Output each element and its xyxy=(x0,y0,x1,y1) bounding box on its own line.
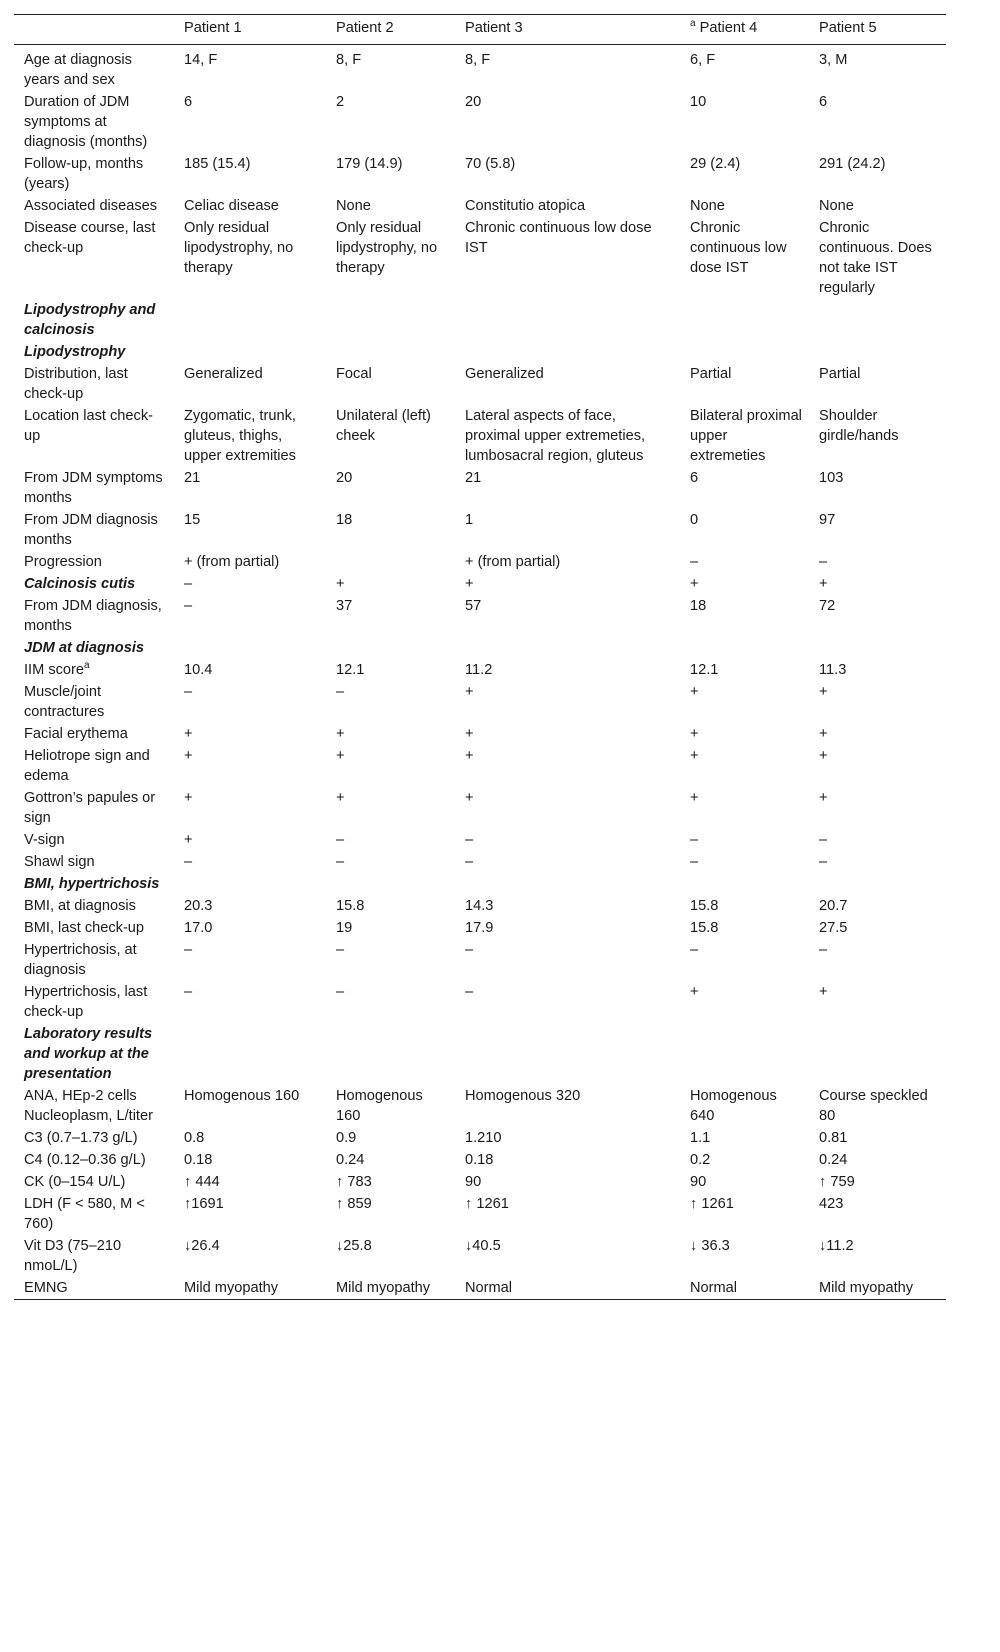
cell-patient-5: 3, M xyxy=(819,52,848,68)
row-label-text: Disease course, last check-up xyxy=(24,220,156,256)
row-label-text: C3 (0.7–1.73 g/L) xyxy=(24,1130,138,1146)
cell-patient-4: 90 xyxy=(690,1174,707,1190)
table-row xyxy=(14,595,946,637)
cell-patient-4: 15.8 xyxy=(690,920,719,936)
row-label xyxy=(14,509,174,551)
cell-patient-4: ↑ 1261 xyxy=(690,1196,734,1212)
empty-cell xyxy=(680,341,809,363)
cell-patient-4: 10 xyxy=(690,94,707,110)
table-row xyxy=(14,851,946,873)
cell-patient-3: 0.18 xyxy=(465,1152,494,1168)
section-row xyxy=(14,873,946,895)
cell-patient-5: 0.81 xyxy=(819,1130,848,1146)
row-label xyxy=(14,917,174,939)
cell-patient-4: 0 xyxy=(690,512,699,528)
cell-patient-1: – xyxy=(184,598,193,614)
row-label-text: EMNG xyxy=(24,1280,68,1296)
cell-patient-4: 6, F xyxy=(690,52,716,68)
cell-patient-4: + xyxy=(690,726,699,742)
cell-patient-5: – xyxy=(819,854,828,870)
cell-patient-5: Shoulder girdle/hands xyxy=(819,408,899,444)
cell-patient-5: 27.5 xyxy=(819,920,848,936)
table-row xyxy=(14,917,946,939)
row-label xyxy=(14,851,174,873)
table-row xyxy=(14,1171,946,1193)
cell-patient-3: – xyxy=(465,832,474,848)
cell-patient-3: 90 xyxy=(465,1174,482,1190)
cell-patient-4: Partial xyxy=(690,366,732,382)
header-patient-5: Patient 5 xyxy=(819,20,877,36)
row-label xyxy=(14,723,174,745)
cell-patient-5: 0.24 xyxy=(819,1152,848,1168)
cell-patient-2: Mild myopathy xyxy=(336,1280,431,1296)
empty-cell xyxy=(455,299,680,341)
cell-patient-3: Generalized xyxy=(465,366,544,382)
cell-patient-4: 18 xyxy=(690,598,707,614)
row-label xyxy=(14,467,174,509)
header-patient-4-label: Patient 4 xyxy=(699,20,758,36)
row-label xyxy=(14,595,174,637)
cell-patient-1: Zygomatic, trunk, gluteus, thighs, upper extremities xyxy=(184,408,296,464)
cell-patient-1: ↑1691 xyxy=(184,1196,224,1212)
cell-patient-3: Lateral aspects of face, proximal upper extremeties, lumbosacral region, gluteus xyxy=(465,408,646,464)
cell-patient-2: 12.1 xyxy=(336,662,365,678)
row-label-text: V-sign xyxy=(24,832,65,848)
header-corner xyxy=(14,15,174,45)
table-row xyxy=(14,45,946,92)
row-label xyxy=(14,787,174,829)
cell-patient-4: + xyxy=(690,748,699,764)
empty-cell xyxy=(326,1023,455,1085)
cell-patient-5: None xyxy=(819,198,854,214)
cell-patient-5: 72 xyxy=(819,598,836,614)
table-row xyxy=(14,681,946,723)
cell-patient-1: + xyxy=(184,790,193,806)
row-label xyxy=(14,551,174,573)
cell-patient-4: Chronic continuous low dose IST xyxy=(690,220,787,276)
section-label xyxy=(14,637,174,659)
empty-cell xyxy=(680,1023,809,1085)
row-label-text: Associated diseases xyxy=(24,198,158,214)
row-label-text: Calcinosis cutis xyxy=(24,576,136,592)
row-label xyxy=(14,363,174,405)
empty-cell xyxy=(174,873,326,895)
cell-patient-5: Chronic continuous. Does not take IST regularly xyxy=(819,220,932,296)
table-row xyxy=(14,217,946,299)
cell-patient-1: Celiac disease xyxy=(184,198,279,214)
table-row xyxy=(14,405,946,467)
cell-patient-3: 17.9 xyxy=(465,920,494,936)
table-row xyxy=(14,1235,946,1277)
cell-patient-3: 1.210 xyxy=(465,1130,502,1146)
cell-patient-2: + xyxy=(336,748,345,764)
cell-patient-2: – xyxy=(336,832,345,848)
row-label-text: Location last check-up xyxy=(24,408,153,444)
cell-patient-5: 291 (24.2) xyxy=(819,156,886,172)
cell-patient-3: Homogenous 320 xyxy=(465,1088,581,1104)
cell-patient-5: ↓11.2 xyxy=(819,1238,854,1254)
table-row xyxy=(14,939,946,981)
cell-patient-3: Normal xyxy=(465,1280,513,1296)
cell-patient-1: + xyxy=(184,726,193,742)
row-label-text: ANA, HEp-2 cells Nucleoplasm, L/titer xyxy=(24,1088,153,1124)
empty-cell xyxy=(174,299,326,341)
cell-patient-5: 6 xyxy=(819,94,828,110)
cell-patient-1: + xyxy=(184,748,193,764)
cell-patient-4: – xyxy=(690,854,699,870)
footnote-mark: a xyxy=(84,660,90,672)
empty-cell xyxy=(809,873,946,895)
cell-patient-2: ↑ 783 xyxy=(336,1174,372,1190)
empty-cell xyxy=(680,637,809,659)
row-label xyxy=(14,195,174,217)
cell-patient-4: – xyxy=(690,832,699,848)
cell-patient-1: – xyxy=(184,854,193,870)
cell-patient-1: – xyxy=(184,942,193,958)
empty-cell xyxy=(326,873,455,895)
table-row xyxy=(14,723,946,745)
cell-patient-2: Only residual lipdystrophy, no therapy xyxy=(336,220,438,276)
section-row xyxy=(14,573,946,595)
cell-patient-5: – xyxy=(819,554,828,570)
cell-patient-2: 37 xyxy=(336,598,353,614)
row-label-text: Vit D3 (75–210 nmoL/L) xyxy=(24,1238,122,1274)
empty-cell xyxy=(809,1023,946,1085)
cell-patient-3: ↓40.5 xyxy=(465,1238,501,1254)
cell-patient-4: + xyxy=(690,984,699,1000)
table-header-row xyxy=(14,15,946,45)
cell-patient-3: 70 (5.8) xyxy=(465,156,516,172)
cell-patient-4: 0.2 xyxy=(690,1152,711,1168)
row-label-text: Laboratory results and workup at the presentation xyxy=(24,1026,153,1082)
cell-patient-3: – xyxy=(465,984,474,1000)
table-row xyxy=(14,195,946,217)
cell-patient-3: + xyxy=(465,748,474,764)
row-label-text: JDM at diagnosis xyxy=(24,640,145,656)
cell-patient-3: – xyxy=(465,942,474,958)
empty-cell xyxy=(326,341,455,363)
cell-patient-2: 19 xyxy=(336,920,353,936)
cell-patient-1: + xyxy=(184,832,193,848)
cell-patient-4: + xyxy=(690,790,699,806)
row-label xyxy=(14,45,174,92)
cell-patient-1: 10.4 xyxy=(184,662,213,678)
table-row xyxy=(14,363,946,405)
row-label-text: Lipodystrophy xyxy=(24,344,126,360)
cell-patient-1: 21 xyxy=(184,470,201,486)
empty-cell xyxy=(455,637,680,659)
cell-patient-5: 20.7 xyxy=(819,898,848,914)
table-row xyxy=(14,829,946,851)
cell-patient-5: 423 xyxy=(819,1196,844,1212)
row-label-text: Age at diagnosis years and sex xyxy=(24,52,132,88)
cell-patient-2: – xyxy=(336,942,345,958)
cell-patient-2: Focal xyxy=(336,366,372,382)
cell-patient-3: Chronic continuous low dose IST xyxy=(465,220,652,256)
cell-patient-4: – xyxy=(690,942,699,958)
cell-patient-2: ↓25.8 xyxy=(336,1238,372,1254)
cell-patient-5: + xyxy=(819,748,828,764)
cell-patient-1: – xyxy=(184,684,193,700)
row-label-text: Lipodystrophy and calcinosis xyxy=(24,302,156,338)
empty-cell xyxy=(455,873,680,895)
row-label-text: Hypertrichosis, at diagnosis xyxy=(24,942,137,978)
table-row xyxy=(14,895,946,917)
cell-patient-3: 57 xyxy=(465,598,482,614)
cell-patient-3: ↑ 1261 xyxy=(465,1196,509,1212)
table-row xyxy=(14,551,946,573)
row-label xyxy=(14,745,174,787)
cell-patient-4: None xyxy=(690,198,725,214)
cell-patient-3: 14.3 xyxy=(465,898,494,914)
section-label xyxy=(14,1023,174,1085)
table-row xyxy=(14,981,946,1023)
header-patient-1: Patient 1 xyxy=(184,20,242,36)
row-label-text: Duration of JDM symptoms at diagnosis (months) xyxy=(24,94,148,150)
cell-patient-5: 97 xyxy=(819,512,836,528)
table-row xyxy=(14,509,946,551)
cell-patient-1: Homogenous 160 xyxy=(184,1088,300,1104)
row-label xyxy=(14,681,174,723)
header-patient-4 xyxy=(680,15,809,45)
cell-patient-1: Mild myopathy xyxy=(184,1280,279,1296)
cell-patient-2: + xyxy=(336,726,345,742)
row-label xyxy=(14,91,174,153)
cell-patient-2: – xyxy=(336,854,345,870)
cell-patient-5: ↑ 759 xyxy=(819,1174,855,1190)
row-label-text: Distribution, last check-up xyxy=(24,366,128,402)
cell-patient-3: Constitutio atopica xyxy=(465,198,586,214)
table-row xyxy=(14,1149,946,1171)
cell-patient-4: 12.1 xyxy=(690,662,719,678)
cell-patient-5: + xyxy=(819,984,828,1000)
table-body xyxy=(14,45,946,1300)
cell-patient-5: 11.3 xyxy=(819,662,847,678)
table-row xyxy=(14,91,946,153)
cell-patient-2: Unilateral (left) cheek xyxy=(336,408,431,444)
cell-patient-2: 18 xyxy=(336,512,353,528)
cell-patient-1: 0.8 xyxy=(184,1130,205,1146)
cell-patient-5: – xyxy=(819,832,828,848)
empty-cell xyxy=(809,299,946,341)
table-row xyxy=(14,1277,946,1300)
empty-cell xyxy=(326,299,455,341)
row-label xyxy=(14,1277,174,1300)
table-row xyxy=(14,745,946,787)
section-row xyxy=(14,299,946,341)
cell-patient-1: ↓26.4 xyxy=(184,1238,220,1254)
cell-patient-3: 11.2 xyxy=(465,662,493,678)
row-label-text: Gottron’s papules or sign xyxy=(24,790,156,826)
cell-patient-5: + xyxy=(819,726,828,742)
cell-patient-2: 20 xyxy=(336,470,353,486)
cell-patient-2: 0.24 xyxy=(336,1152,365,1168)
cell-patient-2: Homogenous 160 xyxy=(336,1088,423,1124)
row-label xyxy=(14,1127,174,1149)
cell-patient-2: None xyxy=(336,198,371,214)
cell-patient-1: 6 xyxy=(184,94,193,110)
empty-cell xyxy=(174,637,326,659)
cell-patient-2: 0.9 xyxy=(336,1130,357,1146)
cell-patient-1: 15 xyxy=(184,512,201,528)
section-row xyxy=(14,637,946,659)
cell-patient-4: 6 xyxy=(690,470,699,486)
cell-patient-5: Partial xyxy=(819,366,861,382)
cell-patient-1: – xyxy=(184,984,193,1000)
table-row xyxy=(14,1127,946,1149)
section-row xyxy=(14,341,946,363)
header-patient-2: Patient 2 xyxy=(336,20,394,36)
patient-characteristics-table xyxy=(14,14,946,1300)
row-label xyxy=(14,405,174,467)
empty-cell xyxy=(680,873,809,895)
row-label xyxy=(14,939,174,981)
header-patient-4-footnote-mark: a xyxy=(690,18,696,30)
empty-cell xyxy=(455,341,680,363)
row-label xyxy=(14,829,174,851)
cell-patient-1: 0.18 xyxy=(184,1152,213,1168)
table-row xyxy=(14,153,946,195)
row-label xyxy=(14,1149,174,1171)
row-label-text: BMI, last check-up xyxy=(24,920,145,936)
table-container xyxy=(14,14,946,1300)
cell-patient-1: + (from partial) xyxy=(184,554,280,570)
section-label xyxy=(14,299,174,341)
row-label xyxy=(14,1193,174,1235)
empty-cell xyxy=(326,637,455,659)
cell-patient-5: 103 xyxy=(819,470,844,486)
row-label xyxy=(14,659,174,681)
cell-patient-3: + xyxy=(465,790,474,806)
empty-cell xyxy=(455,1023,680,1085)
cell-patient-2: + xyxy=(336,576,345,592)
empty-cell xyxy=(680,299,809,341)
row-label xyxy=(14,1085,174,1127)
row-label-text: Muscle/joint contractures xyxy=(24,684,105,720)
row-label-text: From JDM diagnosis months xyxy=(24,512,158,548)
cell-patient-5: + xyxy=(819,684,828,700)
row-label-text: Progression xyxy=(24,554,102,570)
row-label-text: Facial erythema xyxy=(24,726,128,742)
cell-patient-2: 15.8 xyxy=(336,898,365,914)
table-row xyxy=(14,1193,946,1235)
cell-patient-5: Course speckled 80 xyxy=(819,1088,928,1124)
row-label-text: BMI, at diagnosis xyxy=(24,898,136,914)
cell-patient-1: – xyxy=(184,576,193,592)
cell-patient-1: 185 (15.4) xyxy=(184,156,251,172)
row-label-text: Heliotrope sign and edema xyxy=(24,748,150,784)
cell-patient-1: Generalized xyxy=(184,366,263,382)
cell-patient-1: 20.3 xyxy=(184,898,213,914)
cell-patient-4: + xyxy=(690,576,699,592)
row-label-text: CK (0–154 U/L) xyxy=(24,1174,126,1190)
cell-patient-1: 17.0 xyxy=(184,920,213,936)
cell-patient-1: ↑ 444 xyxy=(184,1174,220,1190)
row-label xyxy=(14,981,174,1023)
section-row xyxy=(14,1023,946,1085)
cell-patient-4: Homogenous 640 xyxy=(690,1088,777,1124)
empty-cell xyxy=(174,1023,326,1085)
section-label xyxy=(14,341,174,363)
cell-patient-2: ↑ 859 xyxy=(336,1196,372,1212)
section-label xyxy=(14,573,174,595)
cell-patient-3: 21 xyxy=(465,470,482,486)
cell-patient-2 xyxy=(326,551,455,573)
row-label-text: Hypertrichosis, last check-up xyxy=(24,984,148,1020)
cell-patient-1: 14, F xyxy=(184,52,218,68)
row-label-text: From JDM diagnosis, months xyxy=(24,598,162,634)
cell-patient-5: + xyxy=(819,790,828,806)
cell-patient-3: 8, F xyxy=(465,52,491,68)
cell-patient-3: + xyxy=(465,576,474,592)
empty-cell xyxy=(809,637,946,659)
row-label xyxy=(14,1171,174,1193)
section-label xyxy=(14,873,174,895)
table-row xyxy=(14,467,946,509)
cell-patient-2: 179 (14.9) xyxy=(336,156,403,172)
table-row xyxy=(14,1085,946,1127)
cell-patient-5: – xyxy=(819,942,828,958)
cell-patient-4: 29 (2.4) xyxy=(690,156,741,172)
cell-patient-5: Mild myopathy xyxy=(819,1280,914,1296)
row-label xyxy=(14,895,174,917)
cell-patient-4: Normal xyxy=(690,1280,738,1296)
row-label xyxy=(14,1235,174,1277)
cell-patient-2: – xyxy=(336,984,345,1000)
cell-patient-4: 15.8 xyxy=(690,898,719,914)
cell-patient-2: – xyxy=(336,684,345,700)
cell-patient-4: – xyxy=(690,554,699,570)
cell-patient-2: 8, F xyxy=(336,52,362,68)
row-label-text: IIM score xyxy=(24,662,85,678)
row-label-text: From JDM symptoms months xyxy=(24,470,163,506)
cell-patient-5: + xyxy=(819,576,828,592)
cell-patient-4: Bilateral proximal upper extremeties xyxy=(690,408,802,464)
empty-cell xyxy=(174,341,326,363)
cell-patient-3: 20 xyxy=(465,94,482,110)
cell-patient-4: + xyxy=(690,684,699,700)
cell-patient-3: + (from partial) xyxy=(465,554,561,570)
cell-patient-3: + xyxy=(465,726,474,742)
row-label-text: BMI, hypertrichosis xyxy=(24,876,160,892)
cell-patient-1: Only residual lipodystrophy, no therapy xyxy=(184,220,294,276)
cell-patient-2: + xyxy=(336,790,345,806)
row-label-text: LDH (F < 580, M < 760) xyxy=(24,1196,145,1232)
cell-patient-3: – xyxy=(465,854,474,870)
row-label xyxy=(14,217,174,299)
row-label-text: C4 (0.12–0.36 g/L) xyxy=(24,1152,146,1168)
cell-patient-2: 2 xyxy=(336,94,345,110)
table-row xyxy=(14,659,946,681)
row-label-text: Shawl sign xyxy=(24,854,95,870)
row-label-text: Follow-up, months (years) xyxy=(24,156,144,192)
row-label xyxy=(14,153,174,195)
cell-patient-4: 1.1 xyxy=(690,1130,711,1146)
cell-patient-3: 1 xyxy=(465,512,474,528)
cell-patient-4: ↓ 36.3 xyxy=(690,1238,730,1254)
table-row xyxy=(14,787,946,829)
header-patient-3: Patient 3 xyxy=(465,20,523,36)
empty-cell xyxy=(809,341,946,363)
cell-patient-3: + xyxy=(465,684,474,700)
